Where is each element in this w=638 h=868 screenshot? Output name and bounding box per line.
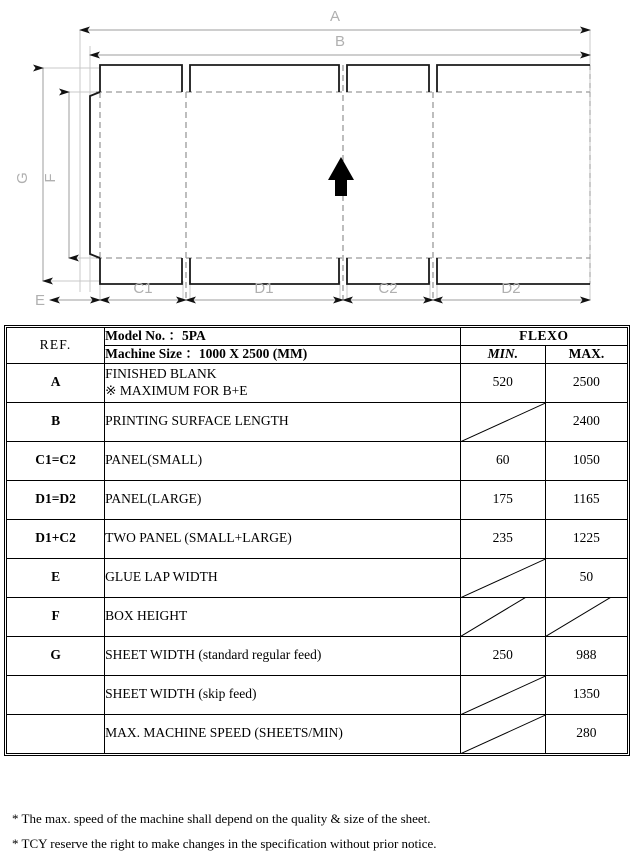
table-row bbox=[7, 402, 628, 441]
row-ref-cell bbox=[7, 714, 105, 753]
row-min-cell bbox=[460, 402, 545, 441]
row-description-cell bbox=[105, 441, 461, 480]
dimension-label-e: E bbox=[34, 292, 46, 309]
row-description-cell bbox=[105, 675, 461, 714]
table-row bbox=[7, 519, 628, 558]
row-max-cell: 988 bbox=[545, 636, 627, 675]
footnotes-block bbox=[12, 806, 622, 857]
crease-lines-vertical bbox=[100, 65, 433, 300]
row-min-cell: 175 bbox=[460, 480, 545, 519]
row-description-line-1: PRINTING SURFACE LENGTH bbox=[105, 413, 289, 429]
row-min-cell bbox=[460, 558, 545, 597]
row-ref-cell: D1=D2 bbox=[7, 480, 105, 519]
up-arrow-icon bbox=[328, 157, 354, 196]
ref-header-cell: REF. bbox=[7, 328, 105, 364]
row-max-cell: 2500 bbox=[545, 363, 627, 402]
row-description-cell bbox=[105, 558, 461, 597]
row-description-cell bbox=[105, 480, 461, 519]
row-min-cell: 60 bbox=[460, 441, 545, 480]
table-header-row-1 bbox=[7, 328, 628, 346]
row-min-cell bbox=[460, 675, 545, 714]
footnote-2: * TCY reserve the right to make changes in the specification without prior notice. bbox=[12, 836, 437, 852]
row-description-cell bbox=[105, 363, 461, 402]
footnote-1: * The max. speed of the machine shall depend on the quality & size of the sheet. bbox=[12, 811, 431, 826]
row-description-line-1: SHEET WIDTH (skip feed) bbox=[105, 686, 257, 702]
row-min-cell: 235 bbox=[460, 519, 545, 558]
row-ref-cell: F bbox=[7, 597, 105, 636]
witness-lines bbox=[43, 30, 590, 300]
row-description-cell bbox=[105, 519, 461, 558]
row-ref-cell: G bbox=[7, 636, 105, 675]
row-max-cell: 1350 bbox=[545, 675, 627, 714]
dimension-label-d1: D1 bbox=[254, 280, 274, 297]
table-row bbox=[7, 714, 628, 753]
row-ref-cell: A bbox=[7, 363, 105, 402]
table-row bbox=[7, 441, 628, 480]
machine-size-cell: Machine Size ：1000 X 2500 (MM) bbox=[105, 345, 461, 363]
row-description-cell bbox=[105, 597, 461, 636]
row-description-line-2: ※ MAXIMUM FOR B+E bbox=[105, 382, 248, 398]
row-description-line-1: GLUE LAP WIDTH bbox=[105, 569, 218, 585]
dimension-label-c2: C2 bbox=[378, 280, 398, 297]
row-ref-cell: C1=C2 bbox=[7, 441, 105, 480]
dimension-label-b: B bbox=[334, 33, 346, 50]
table-body bbox=[7, 328, 628, 754]
dimension-label-c1: C1 bbox=[133, 280, 153, 297]
row-max-cell: 1165 bbox=[545, 480, 627, 519]
max-header-cell: MAX. bbox=[545, 345, 627, 363]
model-number-cell: Model No. ：5PA bbox=[105, 328, 461, 346]
dimension-label-a: A bbox=[329, 8, 341, 25]
dimension-label-d2: D2 bbox=[501, 280, 521, 297]
row-ref-cell: D1+C2 bbox=[7, 519, 105, 558]
row-description-line-1: MAX. MACHINE SPEED (SHEETS/MIN) bbox=[105, 725, 343, 741]
table-row bbox=[7, 636, 628, 675]
row-max-cell: 50 bbox=[545, 558, 627, 597]
row-max-cell: 2400 bbox=[545, 402, 627, 441]
row-description-line-1: TWO PANEL (SMALL+LARGE) bbox=[105, 530, 292, 546]
row-description-cell bbox=[105, 402, 461, 441]
table-row bbox=[7, 675, 628, 714]
row-description-line-1: PANEL(LARGE) bbox=[105, 491, 202, 507]
row-ref-cell: B bbox=[7, 402, 105, 441]
table-row bbox=[7, 363, 628, 402]
row-max-cell bbox=[545, 597, 627, 636]
table-row bbox=[7, 597, 628, 636]
table-row bbox=[7, 558, 628, 597]
dimension-label-f: F bbox=[42, 173, 59, 183]
row-min-cell bbox=[460, 597, 545, 636]
row-ref-cell: E bbox=[7, 558, 105, 597]
row-description-line-1: BOX HEIGHT bbox=[105, 608, 188, 624]
diagram-canvas bbox=[0, 0, 638, 320]
row-min-cell bbox=[460, 714, 545, 753]
row-description-line-1: PANEL(SMALL) bbox=[105, 452, 203, 468]
table-row bbox=[7, 480, 628, 519]
row-description-cell bbox=[105, 636, 461, 675]
row-ref-cell bbox=[7, 675, 105, 714]
dimension-label-g: G bbox=[14, 172, 31, 184]
min-header-cell: MIN. bbox=[460, 345, 545, 363]
row-min-cell: 520 bbox=[460, 363, 545, 402]
specification-table-container bbox=[6, 327, 628, 754]
row-description-line-1: SHEET WIDTH (standard regular feed) bbox=[105, 647, 322, 663]
row-description-cell bbox=[105, 714, 461, 753]
row-max-cell: 280 bbox=[545, 714, 627, 753]
specification-table bbox=[6, 327, 628, 754]
row-description-line-1: FINISHED BLANK bbox=[105, 365, 217, 381]
box-blank-diagram bbox=[0, 0, 638, 320]
flexo-header-cell: FLEXO bbox=[460, 328, 627, 346]
row-min-cell: 250 bbox=[460, 636, 545, 675]
row-max-cell: 1225 bbox=[545, 519, 627, 558]
row-max-cell: 1050 bbox=[545, 441, 627, 480]
